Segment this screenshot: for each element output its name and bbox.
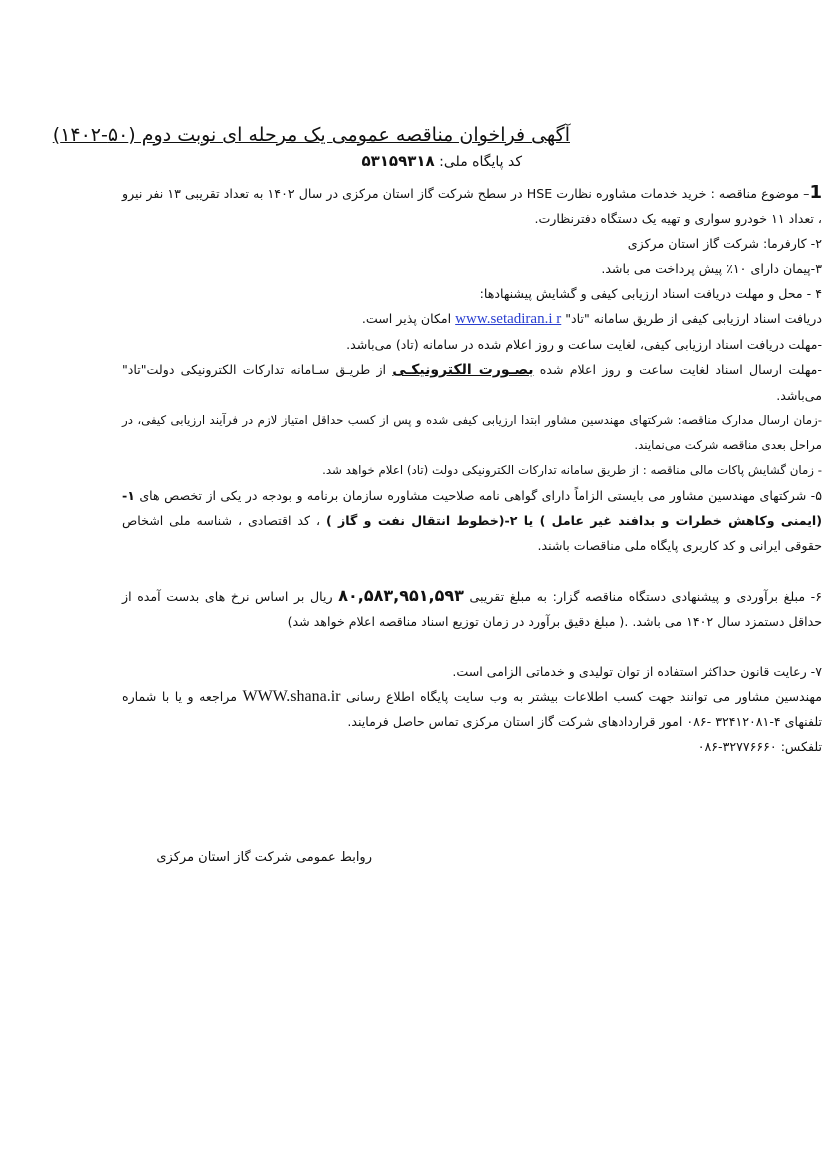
item-4a-post: امکان پذیر است. xyxy=(361,311,452,326)
item-4a-pre: دریافت اسناد ارزیابی کیفی از طریق سامانه "تاد" xyxy=(565,311,822,326)
item-4c-post: از طریـق سـامانه تدارکات الکترونیکی دولت"تاد" می‌باشد. xyxy=(122,362,822,403)
item-6-amount: ۸۰,۵۸۳,۹۵۱,۵۹۳ xyxy=(338,586,464,605)
item-2: ۲- کارفرما: شرکت گاز استان مرکزی xyxy=(627,236,822,251)
item-7b xyxy=(122,684,822,734)
fax-line: تلفکس: ۳۲۷۷۶۶۶۰-۰۸۶ xyxy=(697,739,822,754)
item-5 xyxy=(122,483,822,558)
item-1-text: – موضوع مناقصه : خرید خدمات مشاوره نظارت HSE در سطح شرکت گاز استان مرکزی در سال ۱۴۰۲ به تعداد تقریبی ۱۳ نفر نیرو ، تعداد ۱۱ خودرو سواری و تهیه یک دستگاه دفترنظارت. xyxy=(122,186,822,226)
announcement-body xyxy=(122,180,822,759)
item-4d: -زمان ارسال مدارک مناقصه: شرکتهای مهندسین مشاور ابتدا ارزیابی کیفی شده و پس از کسب حداقل امتیاز لازم در فرآیند ارزیابی کیفی، در مراحل بعدی مناقصه شرکت می‌نمایند. xyxy=(122,413,822,452)
spacer xyxy=(122,558,822,583)
item-6 xyxy=(122,583,822,634)
item-5-bold: ۱-(ایمنی وکاهش خطرات و بدافند غیر عامل ) یا ۲-(خطوط انتقال نفت و گاز ) xyxy=(122,488,822,528)
item-4b: -مهلت دریافت اسناد ارزیابی کیفی، لغایت ساعت و روز اعلام شده در سامانه (تاد) می‌باشد. xyxy=(346,337,822,352)
item-4c xyxy=(122,357,822,408)
item-4e: - زمان گشایش پاکات مالی مناقصه : از طریق سامانه تدارکات الکترونیکی دولت (تاد) اعلام خواهد شد. xyxy=(322,463,822,477)
item-6-post: ریال بر اساس نرخ های بدست آمده از حداقل دستمزد سال ۱۴۰۲ می باشد. .( مبلغ دقیق برآورد در زمان توزیع اسناد مناقصه اعلام خواهد شد) xyxy=(122,589,822,629)
item-3: ۳-پیمان دارای ۱۰٪ پیش پرداخت می باشد. xyxy=(601,261,822,276)
item-4c-bold: بصـورت الکترونیکـی xyxy=(392,362,534,378)
item-7b-pre: مهندسین مشاور می توانند جهت کسب اطلاعات بیشتر به وب سایت پایگاه اطلاع رسانی xyxy=(346,689,822,704)
item-7b-post: مراجعه و یا با شماره تلفنهای ۴-۳۲۴۱۲۰۸۱ -۰۸۶ امور قراردادهای شرکت گاز استان مرکزی تماس حاصل فرمایند. xyxy=(122,689,822,729)
item-5-post: ، کد اقتصادی ، شناسه ملی اشخاص حقوقی ایرانی و کد کاربری پایگاه ملی مناقصات باشند. xyxy=(122,513,822,553)
item-1-number: 1 xyxy=(809,182,822,203)
item-5-pre: ۵- شرکتهای مهندسین مشاور می بایستی الزاماً دارای گواهی نامه صلاحیت مشاوره سازمان برنامه و بودجه در یکی از تخصص های xyxy=(139,488,822,503)
signature: روابط عمومی شرکت گاز استان مرکزی xyxy=(156,850,372,865)
item-4: ۴ - محل و مهلت دریافت اسناد ارزیابی کیفی و گشایش پیشنهادها: xyxy=(479,286,822,301)
item-4c-pre: -مهلت ارسال اسناد لغایت ساعت و روز اعلام شده xyxy=(539,362,822,377)
national-code-label: کد پایگاه ملی: xyxy=(439,154,522,170)
spacer xyxy=(122,634,822,659)
national-code-value: ۵۳۱۵۹۳۱۸ xyxy=(361,152,435,170)
setadiran-link[interactable]: www.setadiran.i r xyxy=(455,311,562,327)
shana-link[interactable]: WWW.shana.ir xyxy=(242,688,341,705)
item-7: ۷- رعایت قانون حداکثر استفاده از توان تولیدی و خدماتی الزامی است. xyxy=(452,664,822,679)
page-title: آگهی فراخوان مناقصه عمومی یک مرحله ای نوبت دوم (۵۰-۱۴۰۲) xyxy=(52,124,570,146)
item-4a xyxy=(122,306,822,332)
item-6-pre: ۶- مبلغ برآوردی و پیشنهادی دستگاه مناقصه گزار: به مبلغ تقریبی xyxy=(469,589,822,604)
national-code xyxy=(361,152,522,170)
item-1 xyxy=(122,180,822,231)
